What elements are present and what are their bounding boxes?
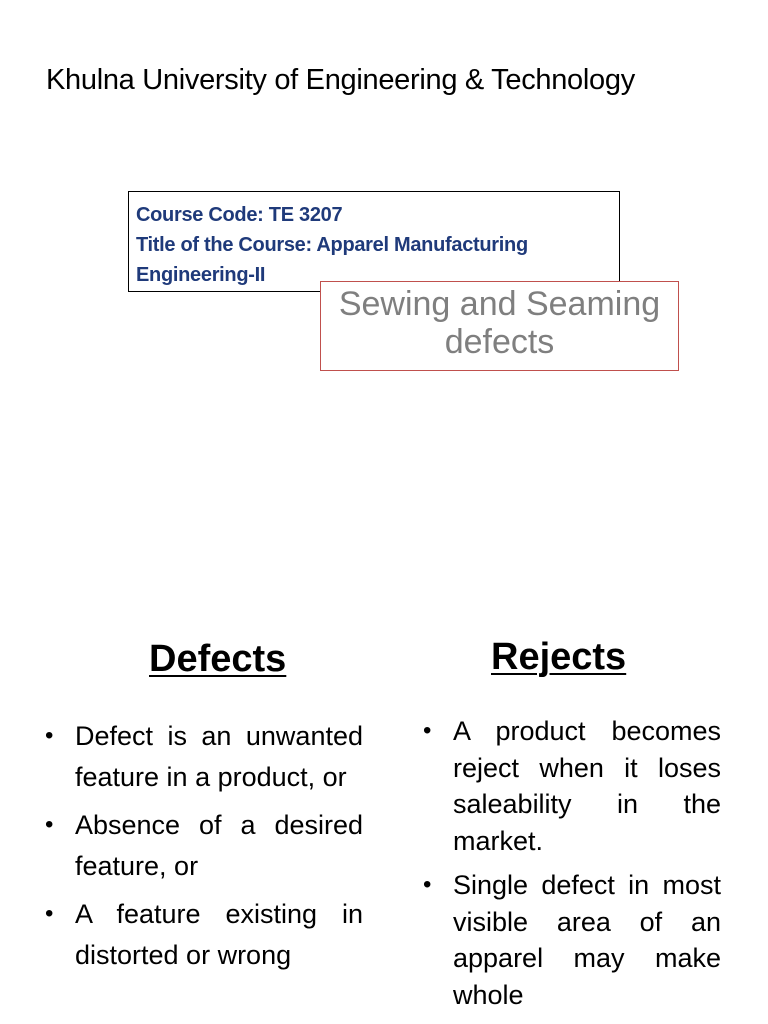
bullet-text: Defect is an unwanted feature in a product, or <box>75 721 363 792</box>
bullet-icon: • <box>45 900 54 927</box>
course-title-line: Title of the Course: Apparel Manufacturing <box>136 234 528 256</box>
bullet-icon: • <box>423 717 432 744</box>
list-item <box>45 805 363 886</box>
list-item <box>45 716 363 797</box>
bullet-text: Absence of a desired feature, or <box>75 810 363 881</box>
list-item <box>45 894 363 975</box>
topic-title-line-1: Sewing and Seaming <box>338 285 661 323</box>
bullet-icon: • <box>423 871 432 898</box>
bullet-text: Single defect in most visible area of an apparel may make whole <box>453 870 721 1010</box>
rejects-heading: Rejects <box>491 636 627 678</box>
topic-title-box <box>320 281 679 371</box>
university-heading: Khulna University of Engineering & Technology <box>46 64 635 96</box>
bullet-text: A product becomes reject when it loses saleability in the market. <box>453 716 721 856</box>
bullet-icon: • <box>45 722 54 749</box>
list-item <box>423 713 721 859</box>
rejects-bullet-list <box>423 713 721 1013</box>
course-title-line-2: Engineering-II <box>136 264 266 286</box>
defects-bullet-list <box>45 716 363 975</box>
bullet-text: A feature existing in distorted or wrong <box>75 899 363 970</box>
bullet-icon: • <box>45 811 54 838</box>
course-code-line: Course Code: TE 3207 <box>136 204 343 226</box>
list-item <box>423 867 721 1013</box>
topic-title-line-2: defects <box>444 323 555 361</box>
course-info-box <box>128 191 620 292</box>
defects-heading: Defects <box>149 638 287 680</box>
